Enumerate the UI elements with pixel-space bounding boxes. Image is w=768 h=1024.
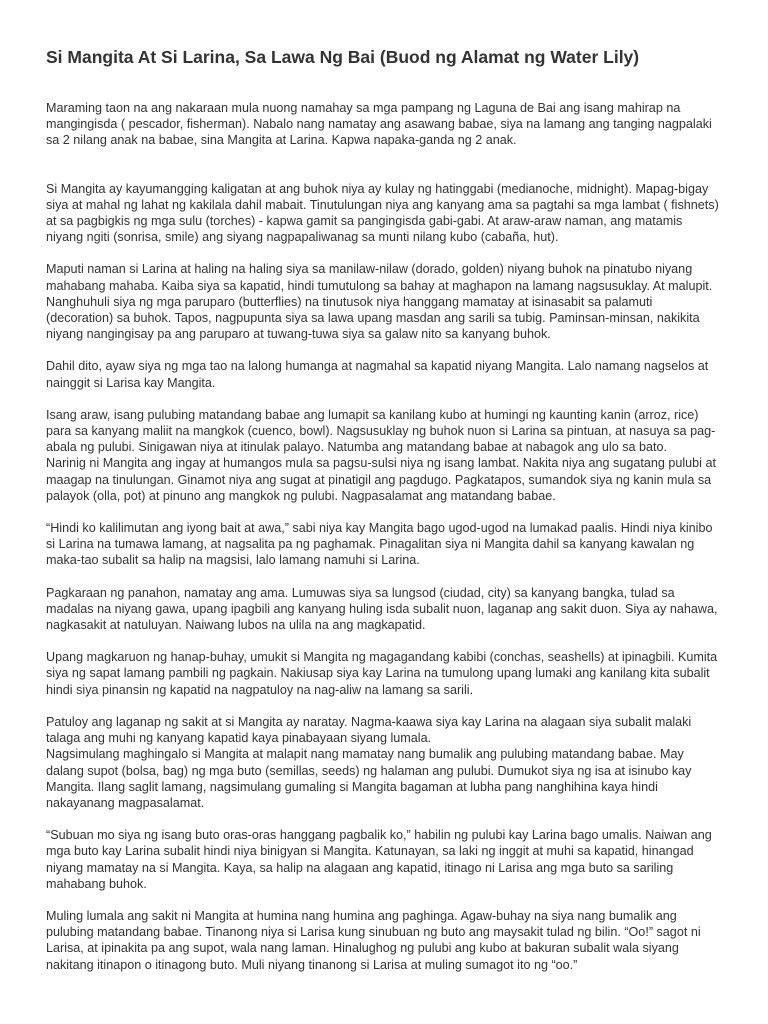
- paragraph-4: Dahil dito, ayaw siya ng mga tao na lalong humanga at nagmahal sa kapatid niyang Mangita. Lalo namang nagselos at nainggit si Larisa kay Mangita.: [46, 359, 709, 390]
- paragraph-7: “Hindi ko kalilimutan ang iyong bait at awa,” sabi niya kay Mangita bago ugod-ugod na lumakad paalis. Hindi niya kinibo si Larina na tumawa lamang, at nagsalita pa ng paghamak. Pinagalitan siya ni Mangita dahil sa kanyang kawalan ng maka-tao subalit sa halip na magsisi, lalo lamang namuhi si Larina.: [46, 521, 713, 568]
- paragraph-12: “Subuan mo siya ng isang buto oras-oras hanggang pagbalik ko,” habilin ng pulubi kay Larina bago umalis. Naiwan ang mga buto kay Larina subalit hindi niya binigyan si Mangita. Katunayan, sa laki ng inggit at muhi sa kapatid, hinangad niyang mamatay na si Mangita. Kaya, sa halip na alagaan ang kapatid, itinago ni Larisa ang mga buto sa sariling mahabang buhok.: [46, 828, 712, 891]
- paragraph-8: Pagkaraan ng panahon, namatay ang ama. Lumuwas siya sa lungsod (ciudad, city) sa kanyang bangka, tulad sa madalas na niyang gawa, upang ipagbili ang kanyang huling isda subalit nuon, laganap ang sakit duon. Siya ay nahawa, nagkasakit at natuluyan. Naiwang lubos na ulila na ang magkapatid.: [46, 585, 718, 633]
- paragraph-10: Patuloy ang laganap ng sakit at si Mangita ay naratay. Nagma-kaawa siya kay Larina na alagaan siya subalit malaki talaga ang muhi ng kanyang kapatid kaya pinabayaan siyang lumala.: [46, 714, 692, 746]
- paragraph-9: Upang magkaruon ng hanap-buhay, umukit si Mangita ng magagandang kabibi (conchas, seashells) at ipinagbili. Kumita siya ng sapat lamang pambili ng pagkain. Nakiusap siya kay Larina na tumulong upang lumaki ang kanilang kita subalit hindi siya pinansin ng kapatid na nagpatuloy na nag-aliw na lamang sa sarili.: [46, 650, 718, 697]
- paragraph-3: Maputi naman si Larina at haling na haling siya sa manilaw-nilaw (dorado, golden) niyang buhok na pinatubo niyang mahabang mahaba. Kaiba siya sa kapatid, hindi tumutulong sa bahay at maghapon na lamang nagsusuklay. At malupit. Nanghuhuli siya ng mga paruparo (butterflies) na tinutusok niya hanggang mamatay at isinasabit sa palamuti (decoration) sa buhok. Tapos, nagpupunta siya sa lawa upang masdan ang sarili sa tubig. Paminsan-minsan, nakikita niyang nangingisay pa ang paruparo at tuwang-tuwa siya sa galaw nito sa kanyang buhok.: [46, 262, 713, 342]
- paragraph-2: Si Mangita ay kayumangging kaligatan at ang buhok niya ay kulay ng hatinggabi (medianoche, midnight). Mapag-bigay siya at mahal ng lahat ng kakilala dahil mabait. Tinutulungan niya ang kanyang ama sa pagtahi sa mga lambat ( fishnets) at sa pagbigkis ng mga sulu (torches) - kapwa gamit sa pangingisda gabi-gabi. At araw-araw naman, ang matamis niyang ngiti (sonrisa, smile) ang siyang nagpapaliwanag sa munti nilang kubo (cabaña, hut).: [46, 181, 719, 245]
- paragraph-5: Isang araw, isang pulubing matandang babae ang lumapit sa kanilang kubo at humingi ng kaunting kanin (arroz, rice) para sa kanyang maliit na mangkok (cuenco, bowl). Nagsusuklay ng buhok nuon si Larina sa pintuan, at nasuya sa pag-abala ng pulubi. Sinigawan niya at itinulak palayo. Natumba ang matandang babae at nabagok ang ulo sa bato.: [46, 407, 716, 455]
- paragraph-6: Narinig ni Mangita ang ingay at humangos mula sa pagsu-sulsi niya ng isang lambat. Nakita niya ang sugatang pulubi at maagap na tinulungan. Ginamot niya ang sugat at pinatigil ang pagdugo. Pagkatapos, sumandok siya ng kanin mula sa palayok (olla, pot) at pinuno ang mangkok ng pulubi. Nagpasalamat ang matandang babae.: [46, 456, 716, 503]
- paragraph-1: Maraming taon na ang nakaraan mula nuong namahay sa mga pampang ng Laguna de Bai ang isang mahirap na mangingisda ( pescador, fisherman). Nabalo nang namatay ang asawang babae, siya na lamang ang tanging nagpalaki sa 2 nilang anak na babae, sina Mangita at Larina. Kapwa napaka-ganda ng 2 anak.: [46, 101, 712, 148]
- paragraph-11: Nagsimulang maghingalo si Mangita at malapit nang mamatay nang bumalik ang pulubing matandang babae. May dalang supot (bolsa, bag) ng mga buto (semillas, seeds) ng halaman ang pulubi. Dumukot siya ng isa at isinubo kay Mangita. Ilang saglit lamang, nagsimulang gumaling si Mangita bagaman at lubha pang nanghihina kaya hindi nakayanang magpasalamat.: [46, 747, 692, 810]
- paragraph-13: Muling lumala ang sakit ni Mangita at humina nang humina ang paghinga. Agaw-buhay na siya nang bumalik ang pulubing matandang babae. Tinanong niya si Larisa kung sinubuan ng buto ang maysakit tulad ng bilin. “Oo!” sagot ni Larisa, at ipinakita pa ang supot, wala nang laman. Hinalughog ng pulubi ang kubo at bakuran subalit wala siyang nakitang itinapon o itinagong buto. Muli niyang tinanong si Larisa at muling sumagot ito ng “oo.”: [46, 908, 701, 972]
- document-title: Si Mangita At Si Larina, Sa Lawa Ng Bai (Buod ng Alamat ng Water Lily): [46, 47, 640, 67]
